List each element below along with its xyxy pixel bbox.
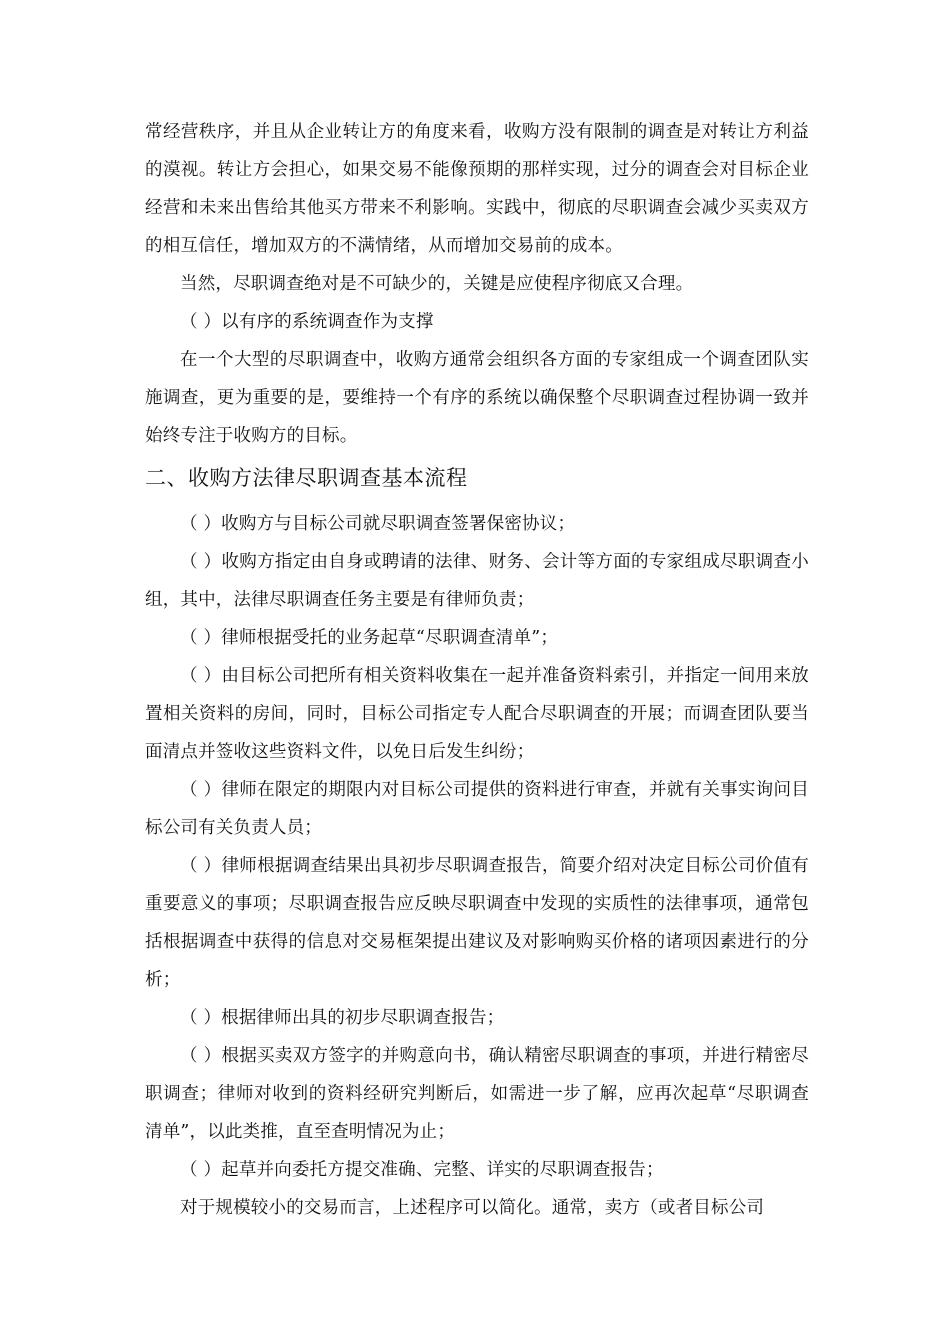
section-heading: 二、收购方法律尽职调查基本流程 bbox=[145, 466, 468, 490]
step-item: （ ）收购方与目标公司就尽职调查签署保密协议； bbox=[180, 514, 576, 534]
step-item: （ ）律师根据调查结果出具初步尽职调查报告，简要介绍对决定目标公司价值有重要意义的事项；尽职调查报告应反映尽职调查中发现的实质性的法律事项，通常包括根据调查中获得的信息对交易框架提出建议及对影响购买价格的诸项因素进行的分析； bbox=[145, 856, 809, 990]
paragraph-thorough-investigation: 当然，尽职调查绝对是不可缺少的，关键是应使程序彻底又合理。 bbox=[180, 274, 694, 294]
document-body bbox=[145, 113, 809, 1227]
step-item: （ ）律师根据受托的业务起草“尽职调查清单”； bbox=[180, 628, 559, 648]
step-item: （ ）起草并向委托方提交准确、完整、详实的尽职调查报告； bbox=[180, 1160, 664, 1180]
subheading-systematic-investigation: （ ）以有序的系统调查作为支撑 bbox=[180, 312, 434, 332]
step-item: （ ）律师在限定的期限内对目标公司提供的资料进行审查，并就有关事实询问目标公司有关负责人员； bbox=[145, 780, 809, 838]
closing-paragraph: 对于规模较小的交易而言，上述程序可以简化。通常，卖方（或者目标公司 bbox=[180, 1198, 765, 1218]
paragraph-team-coordination: 在一个大型的尽职调查中，收购方通常会组织各方面的专家组成一个调查团队实施调查，更为重要的是，要维持一个有序的系统以确保整个尽职调查过程协调一致并始终专注于收购方的目标。 bbox=[145, 350, 809, 446]
step-item: （ ）收购方指定由自身或聘请的法律、财务、会计等方面的专家组成尽职调查小组，其中，法律尽职调查任务主要是有律师负责； bbox=[145, 552, 809, 610]
paragraph-continuation: 常经营秩序，并且从企业转让方的角度来看，收购方没有限制的调查是对转让方利益的漠视。转让方会担心，如果交易不能像预期的那样实现，过分的调查会对目标企业经营和未来出售给其他买方带来不利影响。实践中，彻底的尽职调查会减少买卖双方的相互信任，增加双方的不满情绪，从而增加交易前的成本。 bbox=[145, 122, 809, 256]
step-item: （ ）由目标公司把所有相关资料收集在一起并准备资料索引，并指定一间用来放置相关资料的房间，同时，目标公司指定专人配合尽职调查的开展；而调查团队要当面清点并签收这些资料文件，以免日后发生纠纷； bbox=[145, 666, 809, 762]
step-item: （ ）根据律师出具的初步尽职调查报告； bbox=[180, 1008, 505, 1028]
step-item: （ ）根据买卖双方签字的并购意向书，确认精密尽职调查的事项，并进行精密尽职调查；律师对收到的资料经研究判断后，如需进一步了解，应再次起草“尽职调查清单”，以此类推，直至查明情况为止； bbox=[145, 1046, 809, 1142]
